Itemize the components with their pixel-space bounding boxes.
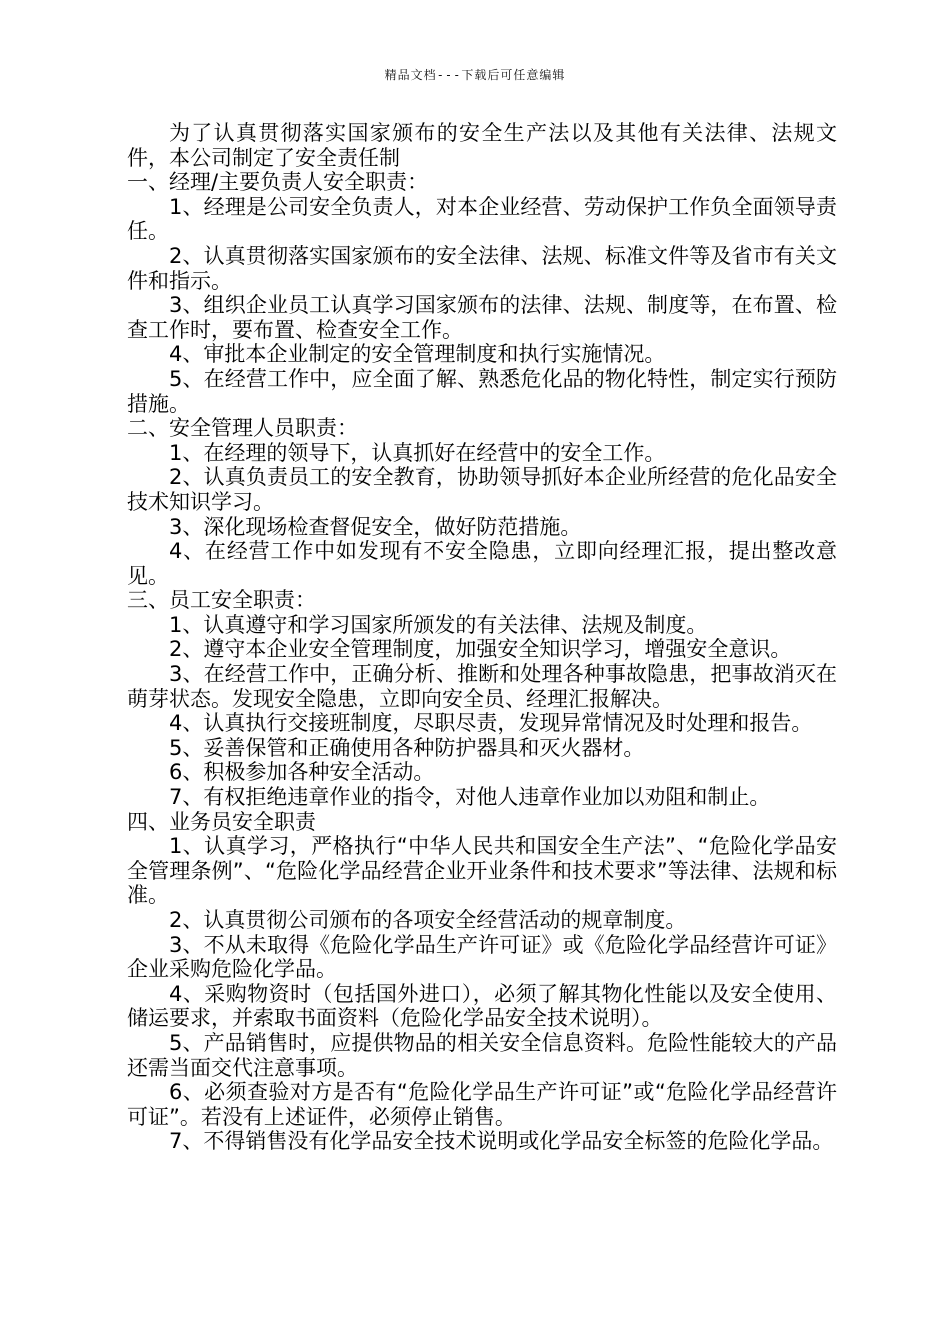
section-heading: 三、员工安全职责： [127,588,316,613]
paragraph: 5、产品销售时，应提供物品的相关安全信息资料。危险性能较大的产品还需当面交代注意事项。 [127,1030,837,1080]
paragraph: 3、在经营工作中，正确分析、推断和处理各种事故隐患，把事故消灭在萌芽状态。发现安全隐患，立即向安全员、经理汇报解决。 [127,662,837,711]
paragraph: 1、认真遵守和学习国家所颁发的有关法律、法规及制度。 [169,612,708,637]
paragraph: 4、认真执行交接班制度，尽职尽责，发现异常情况及时处理和报告。 [169,711,813,736]
paragraph: 3、不从未取得《危险化学品生产许可证》或《危险化学品经营许可证》企业采购危险化学品。 [127,932,837,982]
paragraph: 5、在经营工作中，应全面了解、熟悉危化品的物化特性，制定实行预防措施。 [127,366,837,416]
paragraph: 2、认真负责员工的安全教育，协助领导抓好本企业所经营的危化品安全技术知识学习。 [127,465,837,514]
paragraph: 2、认真贯彻落实国家颁布的安全法律、法规、标准文件等及省市有关文件和指示。 [127,243,837,293]
paragraph: 2、遵守本企业安全管理制度，加强安全知识学习，增强安全意识。 [169,637,792,662]
document-body [127,121,837,1154]
section-heading: 二、安全管理人员职责： [127,416,358,441]
paragraph: 4、在经营工作中如发现有不安全隐患，立即向经理汇报，提出整改意见。 [127,539,837,588]
paragraph: 5、妥善保管和正确使用各种防护器具和灭火器材。 [169,735,645,760]
paragraph: 1、在经理的领导下，认真抓好在经营中的安全工作。 [169,440,666,465]
paragraph: 7、有权拒绝违章作业的指令，对他人违章作业加以劝阻和制止。 [169,785,771,810]
paragraph: 1、认真学习，严格执行“中华人民共和国安全生产法”、“危险化学品安全管理条例”、“危险化学品经营企业开业条件和技术要求”等法律、法规和标准。 [127,834,837,908]
paragraph: 6、积极参加各种安全活动。 [169,760,435,785]
page-header: 精品文档---下载后可任意编辑 [384,68,566,82]
paragraph: 7、不得销售没有化学品安全技术说明或化学品安全标签的危险化学品。 [169,1129,834,1154]
section-heading: 四、业务员安全职责 [127,809,316,834]
paragraph: 1、经理是公司安全负责人，对本企业经营、劳动保护工作负全面领导责任。 [127,194,837,244]
paragraph: 4、采购物资时（包括国外进口），必须了解其物化性能以及安全使用、储运要求，并索取书面资料（危险化学品安全技术说明）。 [127,981,837,1031]
paragraph: 4、审批本企业制定的安全管理制度和执行实施情况。 [169,342,666,367]
paragraph: 6、必须查验对方是否有“危险化学品生产许可证”或“危险化学品经营许可证”。若没有上述证件，必须停止销售。 [127,1080,837,1129]
paragraph: 为了认真贯彻落实国家颁布的安全生产法以及其他有关法律、法规文件，本公司制定了安全责任制 [127,121,837,170]
paragraph: 3、组织企业员工认真学习国家颁布的法律、法规、制度等，在布置、检查工作时，要布置、检查安全工作。 [127,293,837,342]
paragraph: 3、深化现场检查督促安全，做好防范措施。 [169,514,582,539]
paragraph: 2、认真贯彻公司颁布的各项安全经营活动的规章制度。 [169,908,687,932]
section-heading: 一、经理/主要负责人安全职责： [127,170,429,195]
